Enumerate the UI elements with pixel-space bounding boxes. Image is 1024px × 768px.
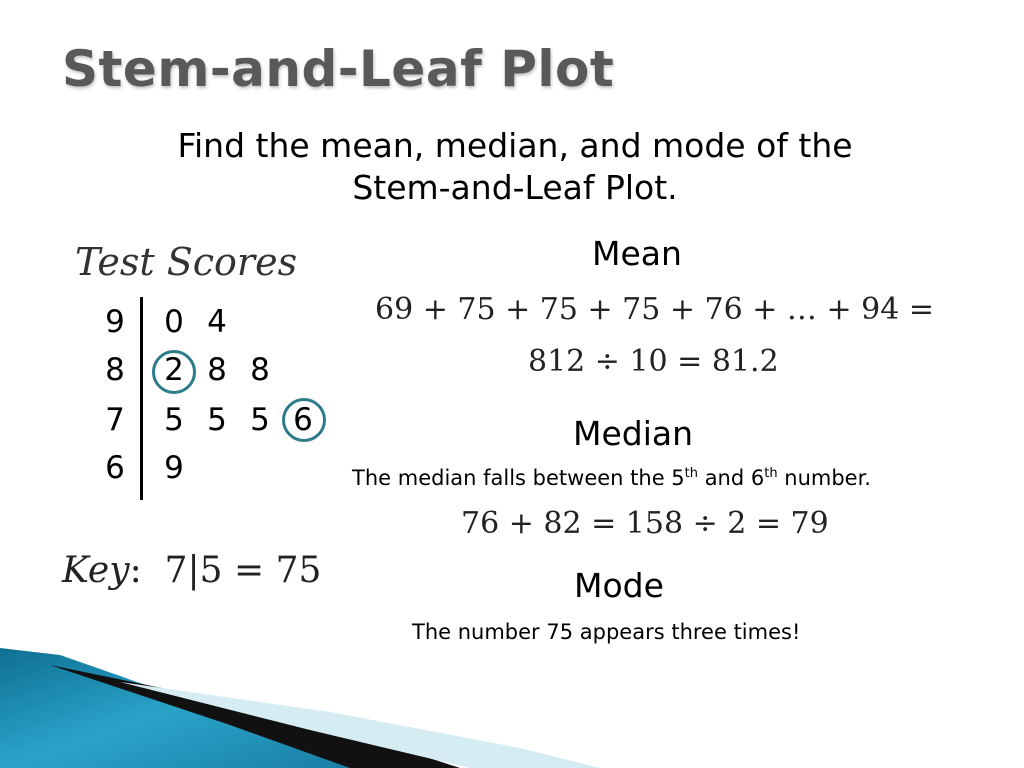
stem-value: 8 bbox=[105, 352, 125, 388]
leaf-value: 0 bbox=[164, 304, 184, 340]
key-colon: : bbox=[129, 550, 142, 591]
leaf-value: 5 bbox=[250, 402, 270, 438]
key-value: 7|5 = 75 bbox=[164, 550, 322, 591]
plot-key bbox=[62, 550, 321, 591]
leaf-value: 6 bbox=[293, 402, 313, 438]
ordinal-suffix: th bbox=[764, 466, 778, 481]
key-label: Key bbox=[62, 550, 130, 591]
stem-value: 9 bbox=[105, 304, 125, 340]
mode-heading: Mode bbox=[574, 566, 664, 605]
median-heading: Median bbox=[573, 414, 694, 453]
mean-heading: Mean bbox=[592, 234, 682, 273]
median-text-part: The median falls between the 5 bbox=[352, 466, 685, 490]
stem-divider-line bbox=[140, 297, 143, 500]
leaf-value: 4 bbox=[207, 304, 227, 340]
median-text-part: and 6 bbox=[698, 466, 765, 490]
stem-value: 6 bbox=[105, 450, 125, 486]
leaf-value: 5 bbox=[164, 402, 184, 438]
mean-equation-line-2: 812 ÷ 10 = 81.2 bbox=[528, 344, 779, 379]
median-highlight-circle bbox=[152, 350, 196, 394]
leaf-value: 9 bbox=[164, 450, 184, 486]
leaf-value: 2 bbox=[164, 352, 184, 388]
instruction-line-2: Stem-and-Leaf Plot. bbox=[352, 168, 678, 207]
plot-title: Test Scores bbox=[75, 240, 298, 284]
median-explanation bbox=[352, 466, 871, 490]
mode-explanation: The number 75 appears three times! bbox=[412, 620, 801, 644]
median-text-part: number. bbox=[777, 466, 871, 490]
mean-equation-line-1: 69 + 75 + 75 + 75 + 76 + … + 94 = bbox=[375, 292, 934, 327]
leaf-value: 8 bbox=[250, 352, 270, 388]
leaf-value: 5 bbox=[207, 402, 227, 438]
ordinal-suffix: th bbox=[684, 466, 699, 481]
median-equation: 76 + 82 = 158 ÷ 2 = 79 bbox=[461, 506, 829, 541]
instruction-line-1: Find the mean, median, and mode of the bbox=[177, 126, 853, 165]
stem-value: 7 bbox=[105, 402, 125, 438]
median-highlight-circle bbox=[282, 398, 326, 442]
leaf-value: 8 bbox=[207, 352, 227, 388]
slide-title: Stem-and-Leaf Plot bbox=[62, 40, 615, 98]
